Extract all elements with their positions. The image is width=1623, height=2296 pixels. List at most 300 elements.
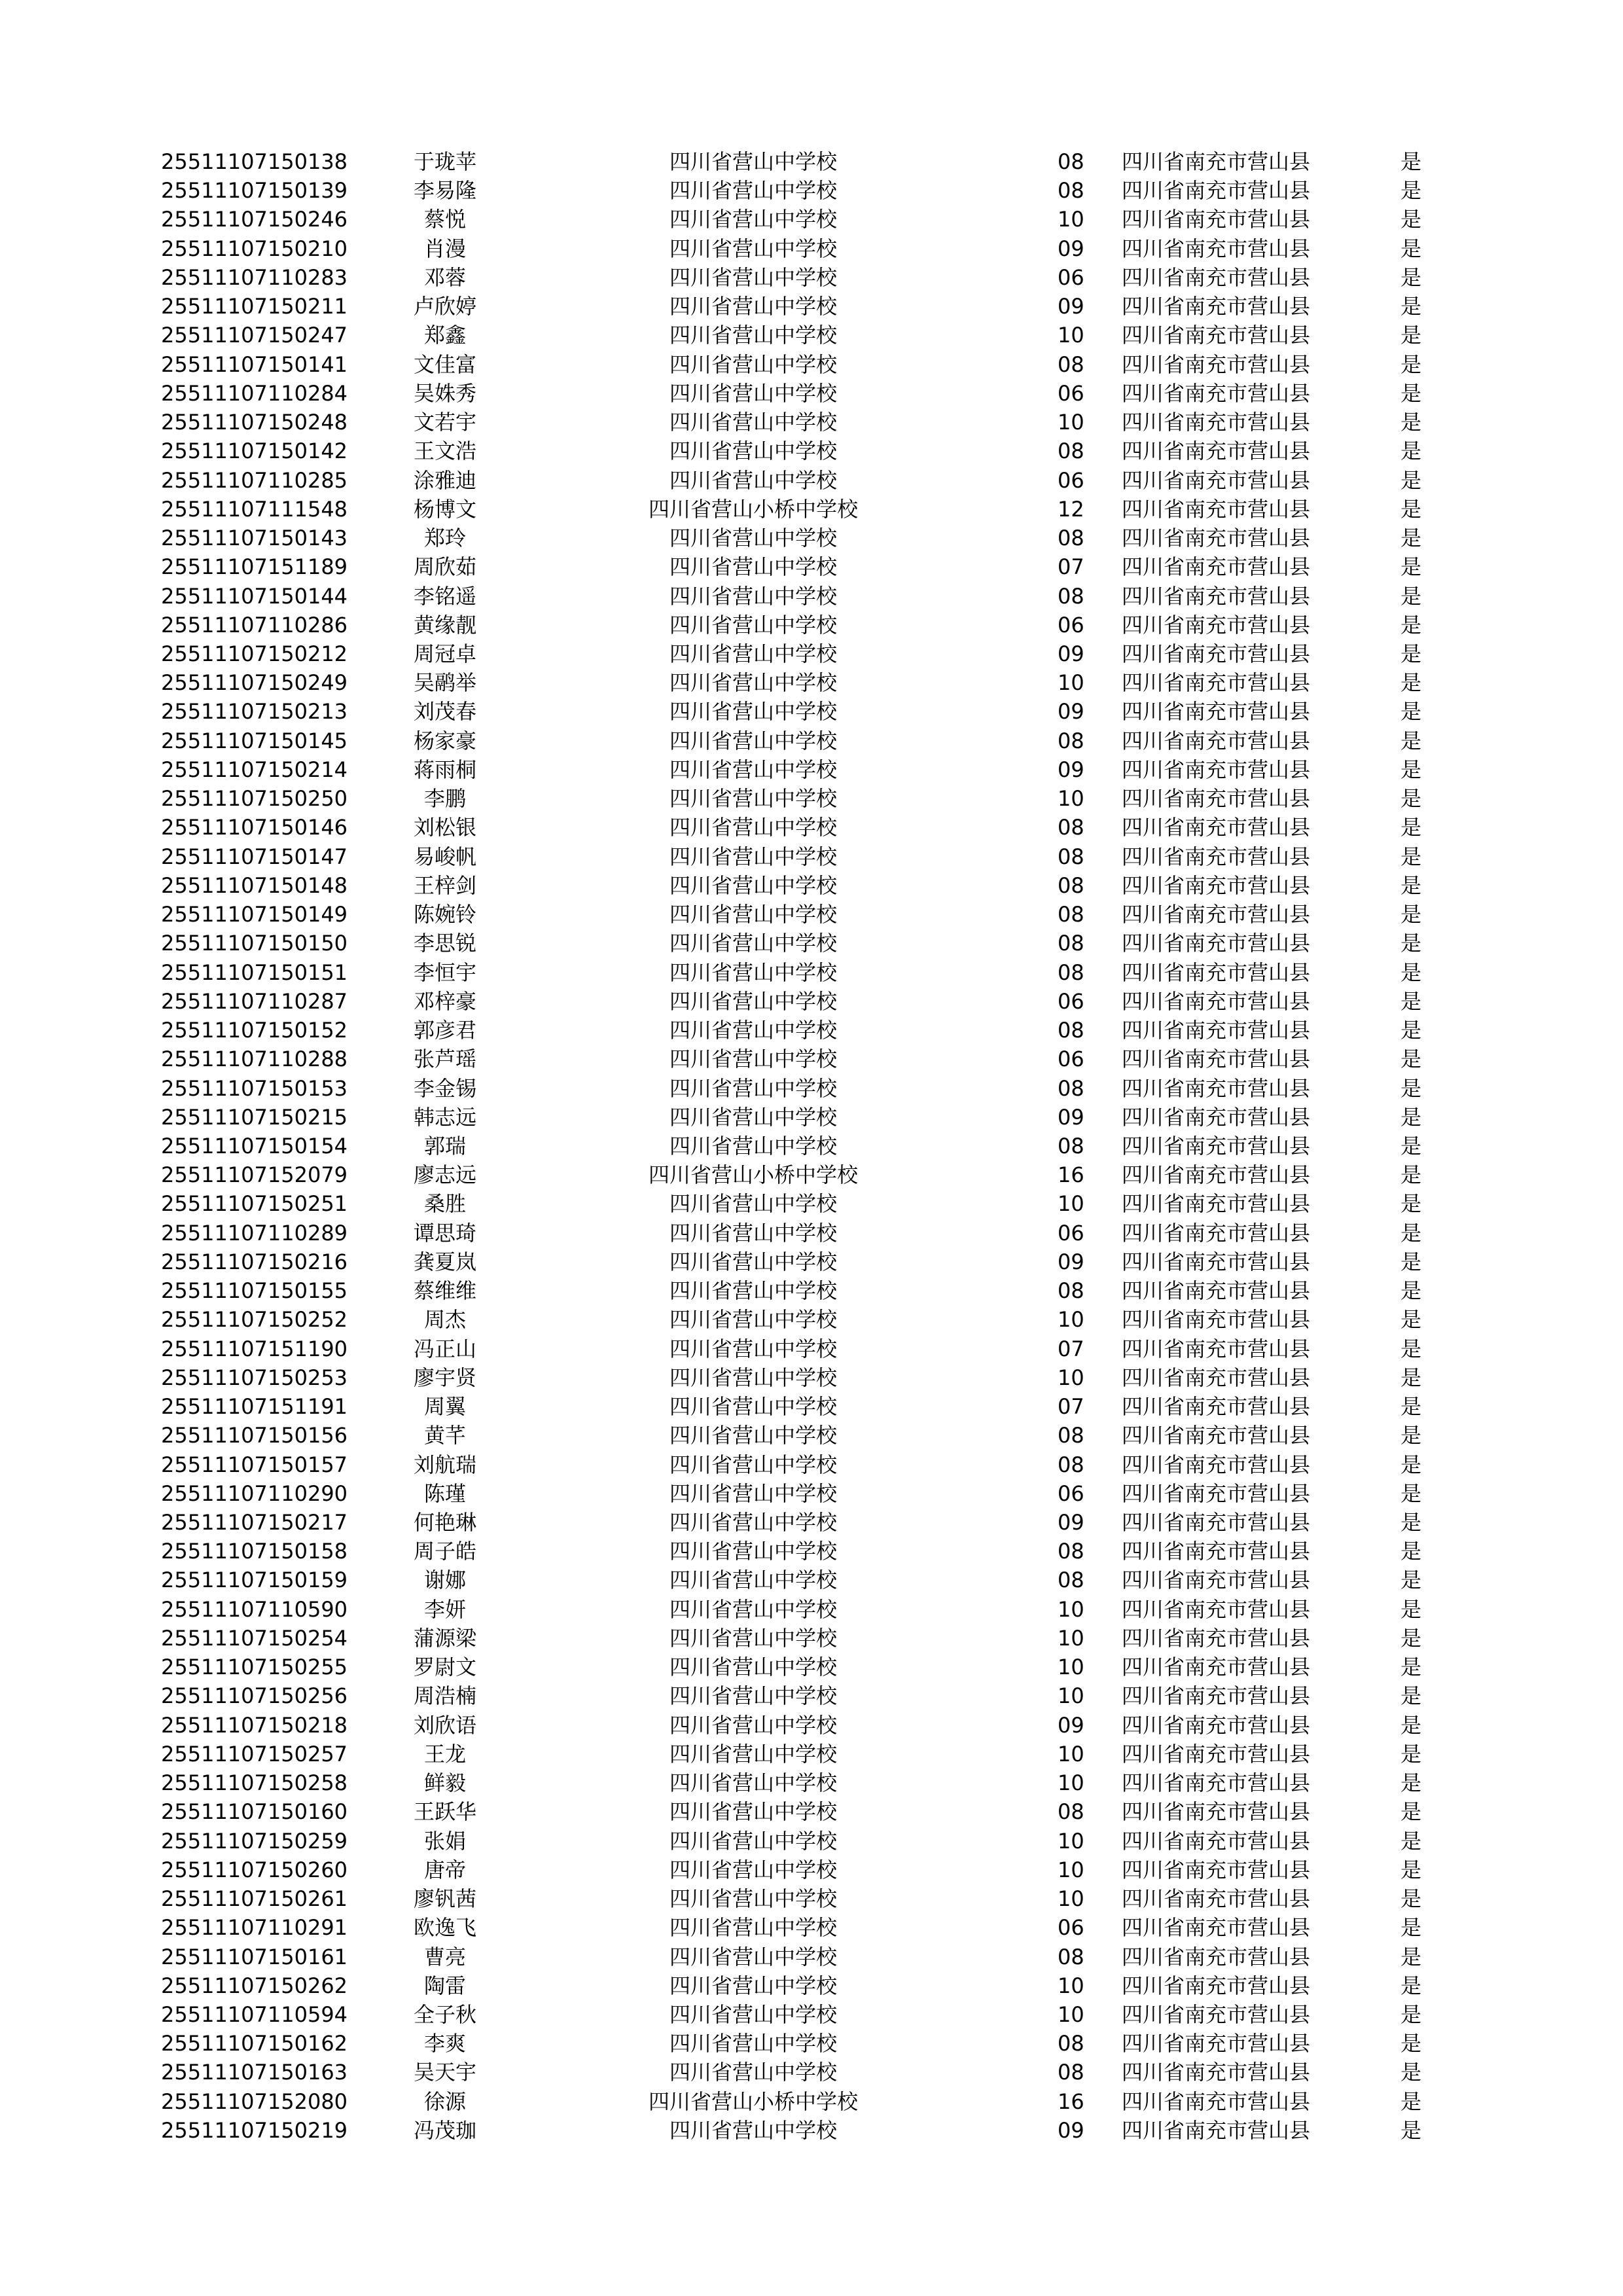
class-code: 10	[1058, 1655, 1084, 1680]
school-name: 四川省营山中学校	[669, 902, 838, 927]
region: 四川省南充市营山县	[1122, 1770, 1311, 1796]
eligibility-flag: 是	[1400, 757, 1422, 782]
region: 四川省南充市营山县	[1122, 1480, 1311, 1506]
eligibility-flag: 是	[1400, 294, 1422, 319]
region: 四川省南充市营山县	[1122, 236, 1311, 261]
region: 四川省南充市营山县	[1122, 1510, 1311, 1535]
eligibility-flag: 是	[1400, 1683, 1422, 1709]
class-code: 09	[1058, 1712, 1084, 1738]
region: 四川省南充市营山县	[1122, 439, 1311, 464]
region: 四川省南充市营山县	[1122, 699, 1311, 725]
school-name: 四川省营山中学校	[669, 1336, 838, 1361]
region: 四川省南充市营山县	[1122, 526, 1311, 551]
student-name: 李恒宇	[413, 960, 477, 985]
eligibility-flag: 是	[1400, 1104, 1422, 1130]
class-code: 06	[1058, 1220, 1084, 1246]
student-name: 陈婉铃	[413, 902, 477, 927]
class-code: 09	[1058, 2117, 1084, 2143]
class-code: 08	[1058, 1278, 1084, 1304]
class-code: 09	[1058, 757, 1084, 782]
eligibility-flag: 是	[1400, 902, 1422, 927]
school-name: 四川省营山中学校	[669, 1423, 838, 1448]
class-code: 10	[1058, 1770, 1084, 1796]
candidate-id: 25511107150218	[161, 1712, 348, 1738]
region: 四川省南充市营山县	[1122, 988, 1311, 1014]
student-name: 刘松银	[413, 815, 477, 840]
region: 四川省南充市营山县	[1122, 1828, 1311, 1854]
class-code: 08	[1058, 1799, 1084, 1825]
school-name: 四川省营山中学校	[669, 960, 838, 985]
table-row	[0, 1971, 1623, 2000]
class-code: 10	[1058, 786, 1084, 812]
table-row	[0, 1421, 1623, 1450]
class-code: 08	[1058, 1133, 1084, 1158]
candidate-id: 25511107110594	[161, 2002, 348, 2027]
candidate-id: 25511107110290	[161, 1480, 348, 1506]
candidate-id: 25511107150141	[161, 351, 348, 377]
class-code: 08	[1058, 2060, 1084, 2085]
candidate-id: 25511107151189	[161, 554, 348, 580]
student-name: 周子皓	[413, 1539, 477, 1564]
candidate-id: 25511107150149	[161, 902, 348, 927]
school-name: 四川省营山中学校	[669, 1133, 838, 1158]
student-name: 于珑苹	[413, 149, 477, 174]
table-row	[0, 1566, 1623, 1594]
table-row	[0, 755, 1623, 784]
candidate-id: 25511107150257	[161, 1741, 348, 1767]
class-code: 06	[1058, 1047, 1084, 1072]
school-name: 四川省营山中学校	[669, 467, 838, 493]
eligibility-flag: 是	[1400, 1075, 1422, 1101]
candidate-id: 25511107110291	[161, 1915, 348, 1941]
candidate-id: 25511107150152	[161, 1018, 348, 1043]
school-name: 四川省营山中学校	[669, 207, 838, 232]
candidate-id: 25511107150146	[161, 815, 348, 840]
candidate-id: 25511107110286	[161, 612, 348, 637]
region: 四川省南充市营山县	[1122, 1220, 1311, 1246]
region: 四川省南充市营山县	[1122, 554, 1311, 580]
eligibility-flag: 是	[1400, 1799, 1422, 1825]
eligibility-flag: 是	[1400, 1655, 1422, 1680]
student-name: 唐帝	[423, 1857, 467, 1882]
eligibility-flag: 是	[1400, 612, 1422, 637]
class-code: 10	[1058, 1886, 1084, 1912]
student-name: 王跃华	[413, 1799, 477, 1825]
table-row	[0, 321, 1623, 350]
table-row	[0, 1363, 1623, 1392]
table-row	[0, 668, 1623, 697]
student-name: 廖钒茜	[413, 1886, 477, 1912]
region: 四川省南充市营山县	[1122, 1712, 1311, 1738]
school-name: 四川省营山中学校	[669, 1596, 838, 1622]
school-name: 四川省营山小桥中学校	[648, 2089, 859, 2114]
class-code: 08	[1058, 526, 1084, 551]
candidate-id: 25511107150159	[161, 1568, 348, 1593]
class-code: 07	[1058, 1336, 1084, 1361]
candidate-id: 25511107152079	[161, 1162, 348, 1188]
student-name: 周冠卓	[413, 641, 477, 666]
region: 四川省南充市营山县	[1122, 1741, 1311, 1767]
candidate-id: 25511107150260	[161, 1857, 348, 1882]
school-name: 四川省营山中学校	[669, 1394, 838, 1420]
eligibility-flag: 是	[1400, 1249, 1422, 1274]
table-row	[0, 1016, 1623, 1045]
class-code: 10	[1058, 1741, 1084, 1767]
region: 四川省南充市营山县	[1122, 612, 1311, 637]
eligibility-flag: 是	[1400, 728, 1422, 753]
school-name: 四川省营山中学校	[669, 323, 838, 348]
candidate-id: 25511107150249	[161, 670, 348, 696]
region: 四川省南充市营山县	[1122, 670, 1311, 696]
candidate-id: 25511107110590	[161, 1596, 348, 1622]
candidate-id: 25511107150147	[161, 844, 348, 869]
region: 四川省南充市营山县	[1122, 264, 1311, 290]
school-name: 四川省营山中学校	[669, 2117, 838, 2143]
school-name: 四川省营山中学校	[669, 1510, 838, 1535]
student-name: 邓蓉	[423, 264, 467, 290]
school-name: 四川省营山中学校	[669, 1075, 838, 1101]
region: 四川省南充市营山县	[1122, 207, 1311, 232]
school-name: 四川省营山中学校	[669, 380, 838, 406]
candidate-id: 25511107150151	[161, 960, 348, 985]
eligibility-flag: 是	[1400, 1220, 1422, 1246]
eligibility-flag: 是	[1400, 1162, 1422, 1188]
school-name: 四川省营山中学校	[669, 815, 838, 840]
class-code: 10	[1058, 2002, 1084, 2027]
table-row	[0, 582, 1623, 611]
candidate-id: 25511107150258	[161, 1770, 348, 1796]
table-row	[0, 147, 1623, 176]
student-name: 王文浩	[413, 439, 477, 464]
eligibility-flag: 是	[1400, 1452, 1422, 1477]
student-name: 谭思琦	[413, 1220, 477, 1246]
school-name: 四川省营山中学校	[669, 1539, 838, 1564]
table-row	[0, 1856, 1623, 1884]
student-name: 周浩楠	[413, 1683, 477, 1709]
class-code: 10	[1058, 1191, 1084, 1217]
student-name: 张芦瑶	[413, 1047, 477, 1072]
region: 四川省南充市营山县	[1122, 467, 1311, 493]
region: 四川省南充市营山县	[1122, 1655, 1311, 1680]
region: 四川省南充市营山县	[1122, 1249, 1311, 1274]
region: 四川省南充市营山县	[1122, 1104, 1311, 1130]
region: 四川省南充市营山县	[1122, 1973, 1311, 1998]
class-code: 08	[1058, 844, 1084, 869]
eligibility-flag: 是	[1400, 1828, 1422, 1854]
class-code: 10	[1058, 410, 1084, 435]
eligibility-flag: 是	[1400, 1857, 1422, 1882]
candidate-id: 25511107151190	[161, 1336, 348, 1361]
eligibility-flag: 是	[1400, 2002, 1422, 2027]
region: 四川省南充市营山县	[1122, 1539, 1311, 1564]
student-name: 郑鑫	[423, 323, 467, 348]
region: 四川省南充市营山县	[1122, 2117, 1311, 2143]
candidate-id: 25511107150219	[161, 2117, 348, 2143]
table-row	[0, 813, 1623, 842]
region: 四川省南充市营山县	[1122, 757, 1311, 782]
candidate-id: 25511107150215	[161, 1104, 348, 1130]
region: 四川省南充市营山县	[1122, 1568, 1311, 1593]
eligibility-flag: 是	[1400, 496, 1422, 522]
eligibility-flag: 是	[1400, 583, 1422, 609]
eligibility-flag: 是	[1400, 1018, 1422, 1043]
school-name: 四川省营山中学校	[669, 641, 838, 666]
student-name: 刘欣语	[413, 1712, 477, 1738]
candidate-id: 25511107150252	[161, 1307, 348, 1333]
table-row	[0, 1247, 1623, 1276]
student-name: 吴姝秀	[413, 380, 477, 406]
student-name: 刘航瑞	[413, 1452, 477, 1477]
candidate-id: 25511107150255	[161, 1655, 348, 1680]
eligibility-flag: 是	[1400, 149, 1422, 174]
student-name: 罗尉文	[413, 1655, 477, 1680]
student-name: 李鹏	[423, 786, 467, 812]
eligibility-flag: 是	[1400, 1944, 1422, 1969]
student-name: 曹亮	[423, 1944, 467, 1969]
table-row	[0, 1943, 1623, 1971]
table-row	[0, 1681, 1623, 1710]
candidate-id: 25511107150160	[161, 1799, 348, 1825]
candidate-id: 25511107150143	[161, 526, 348, 551]
class-code: 08	[1058, 2031, 1084, 2056]
eligibility-flag: 是	[1400, 1915, 1422, 1941]
student-name: 文若宇	[413, 410, 477, 435]
school-name: 四川省营山中学校	[669, 410, 838, 435]
student-name: 桑胜	[423, 1191, 467, 1217]
school-name: 四川省营山中学校	[669, 612, 838, 637]
student-name: 何艳琳	[413, 1510, 477, 1535]
table-row	[0, 1595, 1623, 1624]
table-row	[0, 1624, 1623, 1653]
class-code: 06	[1058, 467, 1084, 493]
eligibility-flag: 是	[1400, 786, 1422, 812]
table-row	[0, 1913, 1623, 1942]
student-name: 李爽	[423, 2031, 467, 2056]
school-name: 四川省营山中学校	[669, 2060, 838, 2085]
roster-table	[0, 147, 1623, 2145]
school-name: 四川省营山中学校	[669, 1220, 838, 1246]
region: 四川省南充市营山县	[1122, 931, 1311, 956]
school-name: 四川省营山中学校	[669, 351, 838, 377]
school-name: 四川省营山小桥中学校	[648, 496, 859, 522]
candidate-id: 25511107110283	[161, 264, 348, 290]
eligibility-flag: 是	[1400, 872, 1422, 898]
region: 四川省南充市营山县	[1122, 1625, 1311, 1651]
class-code: 09	[1058, 1510, 1084, 1535]
student-name: 鲜毅	[423, 1770, 467, 1796]
region: 四川省南充市营山县	[1122, 294, 1311, 319]
candidate-id: 25511107150139	[161, 178, 348, 204]
eligibility-flag: 是	[1400, 1596, 1422, 1622]
school-name: 四川省营山中学校	[669, 178, 838, 204]
region: 四川省南充市营山县	[1122, 728, 1311, 753]
class-code: 10	[1058, 1365, 1084, 1390]
school-name: 四川省营山中学校	[669, 728, 838, 753]
class-code: 10	[1058, 207, 1084, 232]
student-name: 陶雷	[423, 1973, 467, 1998]
student-name: 王龙	[423, 1741, 467, 1767]
candidate-id: 25511107150148	[161, 872, 348, 898]
table-row	[0, 842, 1623, 871]
eligibility-flag: 是	[1400, 351, 1422, 377]
table-row	[0, 1450, 1623, 1479]
table-row	[0, 611, 1623, 639]
school-name: 四川省营山中学校	[669, 294, 838, 319]
region: 四川省南充市营山县	[1122, 1047, 1311, 1072]
eligibility-flag: 是	[1400, 1973, 1422, 1998]
school-name: 四川省营山中学校	[669, 236, 838, 261]
eligibility-flag: 是	[1400, 178, 1422, 204]
eligibility-flag: 是	[1400, 1047, 1422, 1072]
student-name: 肖漫	[423, 236, 467, 261]
region: 四川省南充市营山县	[1122, 1857, 1311, 1882]
region: 四川省南充市营山县	[1122, 1944, 1311, 1969]
class-code: 08	[1058, 815, 1084, 840]
table-row	[0, 958, 1623, 987]
student-name: 涂雅迪	[413, 467, 477, 493]
school-name: 四川省营山中学校	[669, 1944, 838, 1969]
student-name: 李妍	[423, 1596, 467, 1622]
school-name: 四川省营山中学校	[669, 2002, 838, 2027]
table-row	[0, 1740, 1623, 1768]
class-code: 10	[1058, 1683, 1084, 1709]
table-row	[0, 1392, 1623, 1421]
table-row	[0, 1797, 1623, 1826]
student-name: 蒲源梁	[413, 1625, 477, 1651]
table-row	[0, 495, 1623, 524]
table-row	[0, 234, 1623, 263]
class-code: 08	[1058, 1452, 1084, 1477]
table-row	[0, 524, 1623, 552]
table-row	[0, 697, 1623, 726]
school-name: 四川省营山中学校	[669, 988, 838, 1014]
table-row	[0, 1103, 1623, 1132]
candidate-id: 25511107110288	[161, 1047, 348, 1072]
region: 四川省南充市营山县	[1122, 2089, 1311, 2114]
table-row	[0, 1827, 1623, 1856]
table-row	[0, 176, 1623, 205]
candidate-id: 25511107150153	[161, 1075, 348, 1101]
class-code: 06	[1058, 1480, 1084, 1506]
region: 四川省南充市营山县	[1122, 786, 1311, 812]
candidate-id: 25511107111548	[161, 496, 348, 522]
class-code: 10	[1058, 670, 1084, 696]
school-name: 四川省营山中学校	[669, 554, 838, 580]
class-code: 09	[1058, 1104, 1084, 1130]
student-name: 卢欣婷	[413, 294, 477, 319]
eligibility-flag: 是	[1400, 1770, 1422, 1796]
student-name: 蔡维维	[413, 1278, 477, 1304]
table-row	[0, 205, 1623, 234]
class-code: 08	[1058, 439, 1084, 464]
table-row	[0, 1189, 1623, 1218]
class-code: 10	[1058, 323, 1084, 348]
eligibility-flag: 是	[1400, 1336, 1422, 1361]
school-name: 四川省营山中学校	[669, 1480, 838, 1506]
school-name: 四川省营山中学校	[669, 1047, 838, 1072]
school-name: 四川省营山中学校	[669, 1655, 838, 1680]
student-name: 黄缘靓	[413, 612, 477, 637]
student-name: 冯茂珈	[413, 2117, 477, 2143]
student-name: 杨博文	[413, 496, 477, 522]
school-name: 四川省营山中学校	[669, 1857, 838, 1882]
region: 四川省南充市营山县	[1122, 1133, 1311, 1158]
region: 四川省南充市营山县	[1122, 1018, 1311, 1043]
region: 四川省南充市营山县	[1122, 2002, 1311, 2027]
school-name: 四川省营山小桥中学校	[648, 1162, 859, 1188]
region: 四川省南充市营山县	[1122, 1307, 1311, 1333]
school-name: 四川省营山中学校	[669, 1712, 838, 1738]
student-name: 韩志远	[413, 1104, 477, 1130]
table-row	[0, 987, 1623, 1016]
region: 四川省南充市营山县	[1122, 496, 1311, 522]
class-code: 10	[1058, 1625, 1084, 1651]
class-code: 08	[1058, 960, 1084, 985]
candidate-id: 25511107150262	[161, 1973, 348, 1998]
class-code: 08	[1058, 1568, 1084, 1593]
student-name: 蒋雨桐	[413, 757, 477, 782]
class-code: 08	[1058, 1423, 1084, 1448]
region: 四川省南充市营山县	[1122, 2031, 1311, 2056]
region: 四川省南充市营山县	[1122, 410, 1311, 435]
school-name: 四川省营山中学校	[669, 1741, 838, 1767]
eligibility-flag: 是	[1400, 1539, 1422, 1564]
school-name: 四川省营山中学校	[669, 699, 838, 725]
eligibility-flag: 是	[1400, 467, 1422, 493]
table-row	[0, 1305, 1623, 1334]
eligibility-flag: 是	[1400, 1278, 1422, 1304]
candidate-id: 25511107150157	[161, 1452, 348, 1477]
student-name: 刘茂春	[413, 699, 477, 725]
student-name: 郭瑞	[423, 1133, 467, 1158]
school-name: 四川省营山中学校	[669, 757, 838, 782]
region: 四川省南充市营山县	[1122, 1683, 1311, 1709]
table-row	[0, 408, 1623, 437]
table-row	[0, 466, 1623, 495]
table-row	[0, 379, 1623, 408]
student-name: 邓梓豪	[413, 988, 477, 1014]
region: 四川省南充市营山县	[1122, 1075, 1311, 1101]
region: 四川省南充市营山县	[1122, 1336, 1311, 1361]
school-name: 四川省营山中学校	[669, 1018, 838, 1043]
eligibility-flag: 是	[1400, 641, 1422, 666]
eligibility-flag: 是	[1400, 2031, 1422, 2056]
table-row	[0, 292, 1623, 321]
region: 四川省南充市营山县	[1122, 323, 1311, 348]
eligibility-flag: 是	[1400, 1480, 1422, 1506]
student-name: 吴天宇	[413, 2060, 477, 2085]
candidate-id: 25511107150155	[161, 1278, 348, 1304]
class-code: 08	[1058, 872, 1084, 898]
student-name: 郭彦君	[413, 1018, 477, 1043]
school-name: 四川省营山中学校	[669, 149, 838, 174]
student-name: 李金锡	[413, 1075, 477, 1101]
student-name: 张娟	[423, 1828, 467, 1854]
student-name: 陈瑾	[423, 1480, 467, 1506]
school-name: 四川省营山中学校	[669, 1770, 838, 1796]
student-name: 冯正山	[413, 1336, 477, 1361]
candidate-id: 25511107150158	[161, 1539, 348, 1564]
candidate-id: 25511107150213	[161, 699, 348, 725]
candidate-id: 25511107150145	[161, 728, 348, 753]
table-row	[0, 2116, 1623, 2145]
region: 四川省南充市营山县	[1122, 1886, 1311, 1912]
class-code: 06	[1058, 988, 1084, 1014]
table-row	[0, 726, 1623, 755]
region: 四川省南充市营山县	[1122, 1452, 1311, 1477]
eligibility-flag: 是	[1400, 1625, 1422, 1651]
class-code: 07	[1058, 554, 1084, 580]
